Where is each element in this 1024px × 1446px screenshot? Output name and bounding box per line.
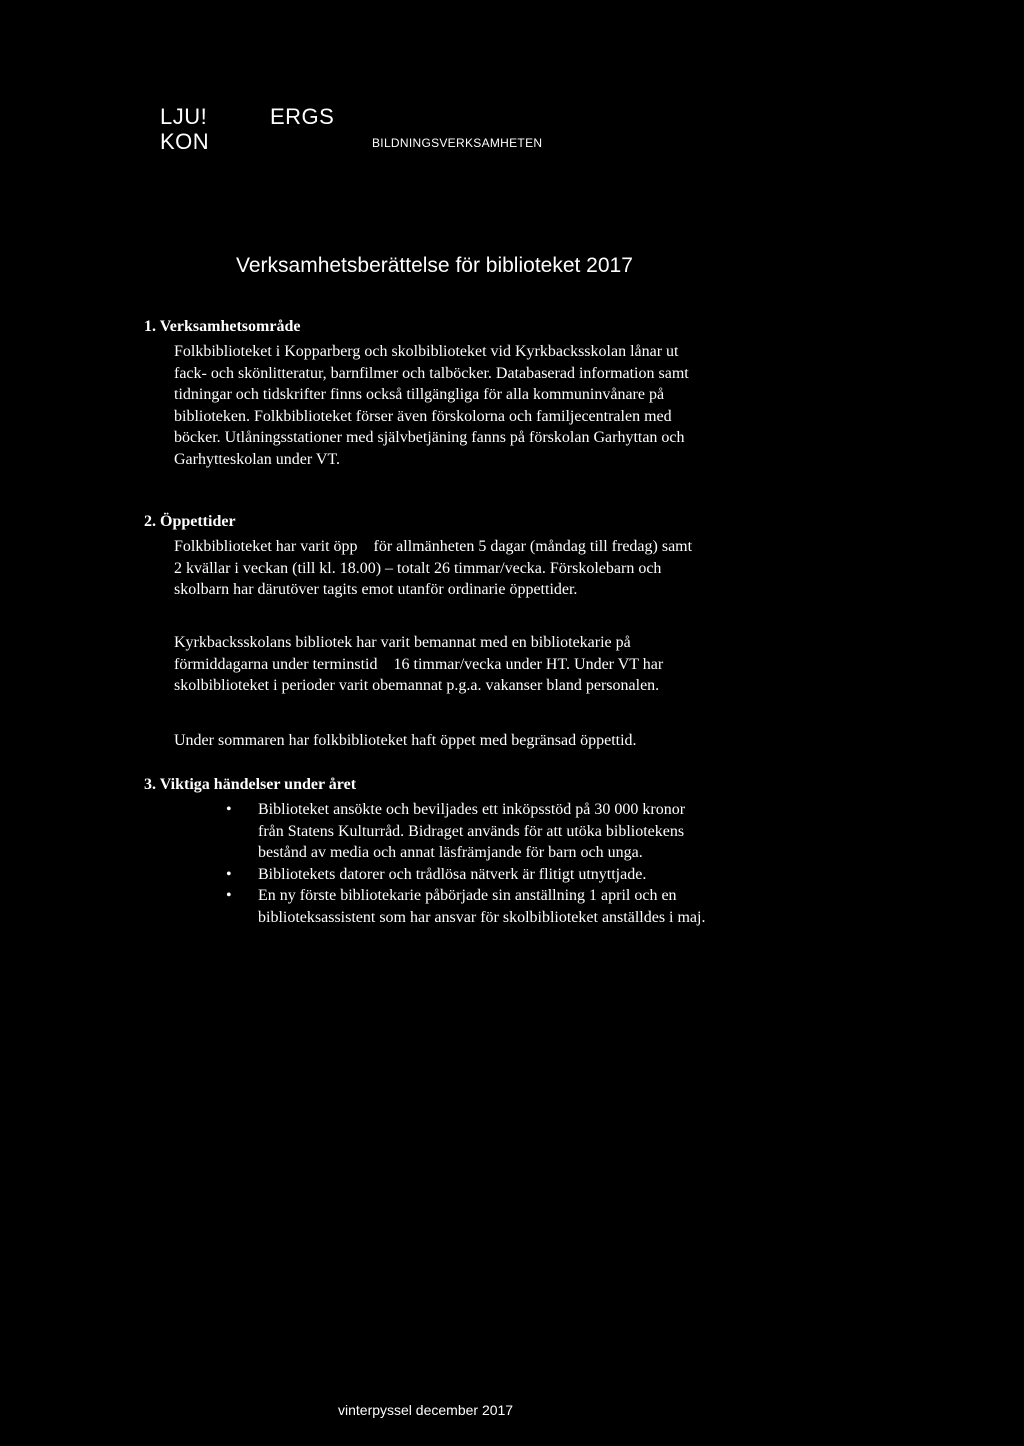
text-line: tidningar och tidskrifter finns också tillgängliga för alla kommuninvånare på	[174, 386, 665, 403]
text-line: • Bibliotekets datorer och trådlösa nätverk är flitigt utnyttjade.	[258, 865, 647, 883]
text-line: Kyrkbacksskolans bibliotek har varit bemannat med en bibliotekarie på	[174, 634, 631, 651]
text-line: 2 kvällar i veckan (till kl. 18.00) – totalt 26 timmar/vecka. Förskolebarn och	[174, 559, 662, 577]
list-item	[226, 885, 705, 928]
logo-text-line1-right: ERGS	[270, 104, 335, 129]
section-2-paragraph-2	[174, 632, 663, 697]
municipality-logo-right	[270, 105, 334, 129]
section-heading-2: 2. Öppettider	[144, 513, 236, 530]
section-heading-1: 1. Verksamhetsområde	[144, 318, 301, 335]
section-2-paragraph-3	[174, 730, 637, 752]
text-line: från Statens Kulturråd. Bidraget används för att utöka bibliotekens	[258, 822, 685, 840]
section-1-body	[174, 341, 689, 470]
text-line: förmiddagarna under terminstid 16 timmar/vecka under HT. Under VT har	[174, 655, 664, 673]
text-line: biblioteken. Folkbiblioteket förser även förskolorna och familjecentralen med	[174, 407, 672, 425]
section-3-bullet-list	[226, 799, 705, 928]
text-line: bestånd av media och annat läsfrämjande för barn och unga.	[258, 844, 643, 861]
text-line: Under sommaren har folkbiblioteket haft öppet med begränsad öppettid.	[174, 732, 637, 749]
list-item	[226, 864, 705, 886]
text-line: Folkbiblioteket har varit öpp för allmänheten 5 dagar (måndag till fredag) samt	[174, 538, 693, 555]
text-line: böcker. Utlåningsstationer med självbetjäning fanns på förskolan Garhyttan och	[174, 429, 685, 446]
text-line: fack- och skönlitteratur, barnfilmer och talböcker. Databaserad information samt	[174, 364, 689, 382]
text-line: skolbiblioteket i perioder varit obemannat p.g.a. vakanser bland personalen.	[174, 677, 660, 694]
section-2-paragraph-1	[174, 536, 692, 601]
image-caption: vinterpyssel december 2017	[338, 1402, 514, 1418]
text-line: skolbarn har därutöver tagits emot utanför ordinarie öppettider.	[174, 581, 578, 598]
list-item	[226, 799, 705, 864]
logo-text-line2-left: KON	[160, 129, 210, 154]
text-line: biblioteksassistent som har ansvar för skolbiblioteket anställdes i maj.	[258, 908, 706, 926]
text-line: Folkbiblioteket i Kopparberg och skolbiblioteket vid Kyrkbacksskolan lånar ut	[174, 343, 679, 360]
department-name: BILDNINGSVERKSAMHETEN	[372, 136, 543, 150]
document-title: Verksamhetsberättelse för biblioteket 2017	[236, 254, 633, 277]
text-line: • Biblioteket ansökte och beviljades ett inköpsstöd på 30 000 kronor	[258, 801, 686, 818]
text-line: • En ny förste bibliotekarie påbörjade sin anställning 1 april och en	[258, 887, 677, 904]
municipality-logo-line2	[160, 130, 209, 154]
municipality-logo	[160, 105, 207, 129]
text-line: Garhytteskolan under VT.	[174, 450, 341, 468]
section-heading-3: 3. Viktiga händelser under året	[144, 776, 357, 793]
logo-text-line1-left: LJU!	[160, 104, 208, 129]
